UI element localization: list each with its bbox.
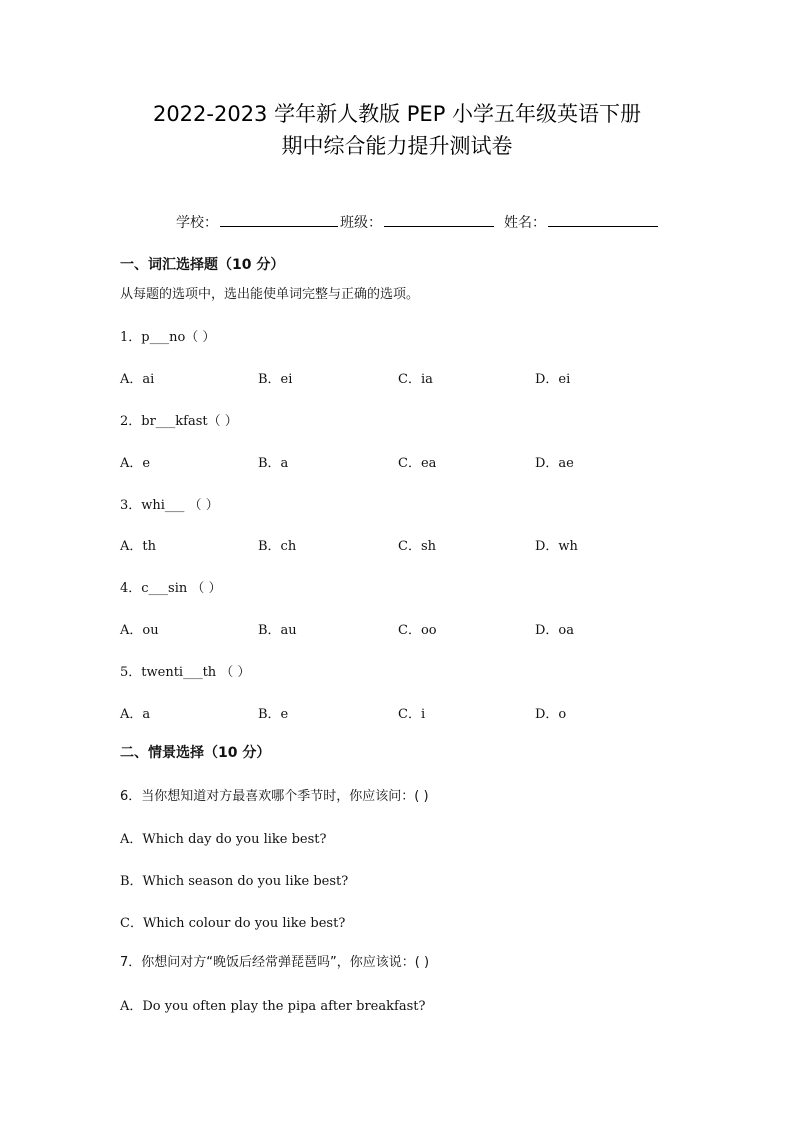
option-a[interactable]: A．ai bbox=[120, 372, 155, 387]
option-b[interactable]: B．ch bbox=[258, 539, 297, 554]
section2-heading: 二、情景选择（10 分） bbox=[120, 745, 271, 761]
option-a[interactable]: A．th bbox=[120, 539, 156, 554]
option-d[interactable]: D．o bbox=[535, 707, 567, 722]
question-1: 1．p___no（ ） bbox=[120, 330, 216, 345]
option-b[interactable]: B．ei bbox=[258, 372, 293, 387]
option-c[interactable]: C．ia bbox=[398, 372, 433, 387]
option-b[interactable]: B．e bbox=[258, 707, 289, 722]
question-6-option-b[interactable]: B．Which season do you like best? bbox=[120, 874, 349, 889]
question-2: 2．br___kfast（ ） bbox=[120, 414, 238, 429]
option-a[interactable]: A．a bbox=[120, 707, 151, 722]
section1-heading: 一、词汇选择题（10 分） bbox=[120, 257, 285, 273]
question-7: 7．你想问对方“晚饭后经常弹琵琶吗”，你应该说：( ) bbox=[120, 955, 430, 970]
option-c[interactable]: C．ea bbox=[398, 456, 437, 471]
name-label: 姓名： bbox=[504, 215, 546, 231]
option-b[interactable]: B．a bbox=[258, 456, 289, 471]
option-a[interactable]: A．ou bbox=[120, 623, 159, 638]
option-c[interactable]: C．i bbox=[398, 707, 426, 722]
option-c[interactable]: C．oo bbox=[398, 623, 437, 638]
option-c[interactable]: C．sh bbox=[398, 539, 436, 554]
option-d[interactable]: D．oa bbox=[535, 623, 575, 638]
name-blank[interactable] bbox=[548, 212, 658, 227]
option-d[interactable]: D．wh bbox=[535, 539, 578, 554]
option-a[interactable]: A．e bbox=[120, 456, 151, 471]
school-blank[interactable] bbox=[220, 212, 338, 227]
option-d[interactable]: D．ei bbox=[535, 372, 571, 387]
section1-instruction: 从每题的选项中，选出能使单词完整与正确的选项。 bbox=[120, 287, 420, 302]
question-6-option-c[interactable]: C．Which colour do you like best? bbox=[120, 916, 346, 931]
school-label: 学校： bbox=[176, 215, 218, 231]
question-5: 5．twenti___th （ ） bbox=[120, 665, 251, 680]
question-6: 6．当你想知道对方最喜欢哪个季节时，你应该问：( ) bbox=[120, 789, 429, 804]
document-title-line2: 期中综合能力提升测试卷 bbox=[281, 134, 513, 158]
question-4: 4．c___sin （ ） bbox=[120, 581, 222, 596]
question-7-option-a[interactable]: A．Do you often play the pipa after breakfast? bbox=[120, 999, 426, 1014]
class-blank[interactable] bbox=[384, 212, 494, 227]
student-info-row bbox=[176, 212, 660, 232]
question-3: 3．whi___ （ ） bbox=[120, 498, 219, 513]
document-title-line1: 2022-2023 学年新人教版 PEP 小学五年级英语下册 bbox=[152, 102, 642, 126]
class-label: 班级： bbox=[340, 215, 382, 231]
option-b[interactable]: B．au bbox=[258, 623, 297, 638]
question-6-option-a[interactable]: A．Which day do you like best? bbox=[120, 832, 327, 847]
option-d[interactable]: D．ae bbox=[535, 456, 574, 471]
